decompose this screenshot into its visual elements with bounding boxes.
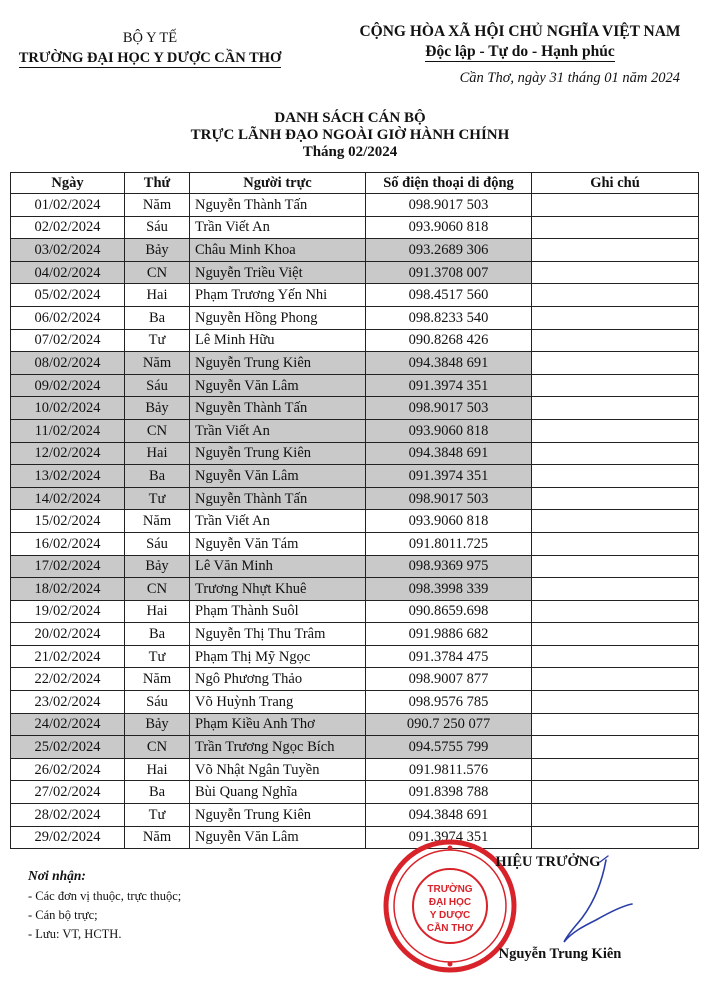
cell-weekday: Ba — [125, 465, 190, 488]
table-header-row — [11, 173, 699, 194]
cell-phone: 098.9007 877 — [366, 668, 532, 691]
cell-phone: 098.9017 503 — [366, 397, 532, 420]
table-row — [11, 804, 699, 827]
cell-weekday: Năm — [125, 194, 190, 217]
cell-weekday: CN — [125, 736, 190, 759]
cell-note — [532, 194, 699, 217]
cell-date: 01/02/2024 — [11, 194, 125, 217]
cell-weekday: Tư — [125, 804, 190, 827]
table-row — [11, 442, 699, 465]
cell-phone: 098.9017 503 — [366, 487, 532, 510]
cell-person: Phạm Thị Mỹ Ngọc — [190, 645, 366, 668]
cell-weekday: Bảy — [125, 239, 190, 262]
cell-date: 07/02/2024 — [11, 329, 125, 352]
cell-weekday: Ba — [125, 623, 190, 646]
cell-phone: 093.9060 818 — [366, 419, 532, 442]
cell-phone: 091.8011.725 — [366, 532, 532, 555]
cell-date: 13/02/2024 — [11, 465, 125, 488]
cell-phone: 091.8398 788 — [366, 781, 532, 804]
cell-date: 18/02/2024 — [11, 578, 125, 601]
table-row — [11, 397, 699, 420]
cell-person: Lê Minh Hữu — [190, 329, 366, 352]
cell-note — [532, 736, 699, 759]
table-row — [11, 623, 699, 646]
table-row — [11, 781, 699, 804]
table-row — [11, 284, 699, 307]
cell-weekday: Năm — [125, 826, 190, 849]
cell-note — [532, 691, 699, 714]
cell-date: 22/02/2024 — [11, 668, 125, 691]
cell-phone: 094.5755 799 — [366, 736, 532, 759]
cell-phone: 090.7 250 077 — [366, 713, 532, 736]
cell-date: 09/02/2024 — [11, 374, 125, 397]
cell-note — [532, 668, 699, 691]
cell-weekday: Tư — [125, 329, 190, 352]
cell-date: 12/02/2024 — [11, 442, 125, 465]
table-row — [11, 510, 699, 533]
cell-phone: 091.3974 351 — [366, 374, 532, 397]
cell-phone: 098.9017 503 — [366, 194, 532, 217]
table-row — [11, 419, 699, 442]
cell-person: Ngô Phương Thảo — [190, 668, 366, 691]
cell-note — [532, 374, 699, 397]
cell-phone: 098.4517 560 — [366, 284, 532, 307]
cell-person: Bùi Quang Nghĩa — [190, 781, 366, 804]
cell-person: Trần Viết An — [190, 419, 366, 442]
cell-person: Nguyễn Văn Lâm — [190, 826, 366, 849]
cell-note — [532, 804, 699, 827]
cell-weekday: Bảy — [125, 713, 190, 736]
table-body — [11, 194, 699, 849]
cell-phone: 098.3998 339 — [366, 578, 532, 601]
national-motto: Độc lập - Tự do - Hạnh phúc — [425, 43, 615, 60]
seal-text: CẦN THƠ — [426, 923, 474, 934]
cell-date: 14/02/2024 — [11, 487, 125, 510]
cell-note — [532, 306, 699, 329]
cell-weekday: Năm — [125, 510, 190, 533]
cell-note — [532, 442, 699, 465]
cell-note — [532, 216, 699, 239]
cell-note — [532, 781, 699, 804]
header-weekday: Thứ — [125, 173, 190, 194]
cell-phone: 091.3974 351 — [366, 826, 532, 849]
table-row — [11, 668, 699, 691]
cell-date: 19/02/2024 — [11, 600, 125, 623]
table-row — [11, 374, 699, 397]
university-name: TRƯỜNG ĐẠI HỌC Y DƯỢC CẦN THƠ — [18, 50, 282, 66]
cell-weekday: CN — [125, 419, 190, 442]
cell-note — [532, 239, 699, 262]
cell-weekday: Hai — [125, 442, 190, 465]
cell-note — [532, 419, 699, 442]
cell-weekday: Hai — [125, 758, 190, 781]
cell-date: 24/02/2024 — [11, 713, 125, 736]
cell-note — [532, 600, 699, 623]
issuer-block — [10, 28, 290, 68]
recipients-block — [28, 866, 288, 944]
cell-person: Nguyễn Văn Lâm — [190, 374, 366, 397]
cell-note — [532, 487, 699, 510]
country-name: CỘNG HÒA XÃ HỘI CHỦ NGHĨA VIỆT NAM — [359, 23, 681, 40]
table-row — [11, 306, 699, 329]
cell-weekday: Tư — [125, 487, 190, 510]
cell-phone: 091.9811.576 — [366, 758, 532, 781]
cell-phone: 093.9060 818 — [366, 216, 532, 239]
cell-date: 05/02/2024 — [11, 284, 125, 307]
national-header — [340, 22, 700, 62]
table-row — [11, 578, 699, 601]
signer-title: HIỆU TRƯỞNG — [495, 854, 601, 870]
table-row — [11, 691, 699, 714]
table-row — [11, 645, 699, 668]
cell-person: Nguyễn Thành Tấn — [190, 397, 366, 420]
cell-weekday: Hai — [125, 284, 190, 307]
cell-note — [532, 329, 699, 352]
cell-date: 16/02/2024 — [11, 532, 125, 555]
table-row — [11, 194, 699, 217]
cell-person: Nguyễn Trung Kiên — [190, 442, 366, 465]
signer-name: Nguyễn Trung Kiên — [498, 946, 622, 962]
cell-date: 02/02/2024 — [11, 216, 125, 239]
cell-phone: 094.3848 691 — [366, 352, 532, 375]
cell-date: 25/02/2024 — [11, 736, 125, 759]
cell-weekday: Bảy — [125, 555, 190, 578]
cell-person: Nguyễn Thành Tấn — [190, 487, 366, 510]
cell-person: Trần Trương Ngọc Bích — [190, 736, 366, 759]
seal-text: Y DƯỢC — [429, 910, 471, 921]
cell-date: 15/02/2024 — [11, 510, 125, 533]
header-phone: Số điện thoại di động — [366, 173, 532, 194]
cell-note — [532, 397, 699, 420]
recipient-item: - Cán bộ trực; — [28, 908, 98, 922]
cell-note — [532, 352, 699, 375]
cell-weekday: Bảy — [125, 397, 190, 420]
cell-date: 10/02/2024 — [11, 397, 125, 420]
cell-person: Võ Nhật Ngân Tuyền — [190, 758, 366, 781]
cell-date: 27/02/2024 — [11, 781, 125, 804]
cell-phone: 091.3974 351 — [366, 465, 532, 488]
cell-weekday: Sáu — [125, 374, 190, 397]
document-title — [150, 110, 550, 161]
cell-date: 03/02/2024 — [11, 239, 125, 262]
title-line-3: Tháng 02/2024 — [302, 144, 398, 160]
cell-person: Trương Nhựt Khuê — [190, 578, 366, 601]
cell-date: 26/02/2024 — [11, 758, 125, 781]
cell-phone: 098.8233 540 — [366, 306, 532, 329]
cell-person: Võ Huỳnh Trang — [190, 691, 366, 714]
cell-person: Nguyễn Triều Việt — [190, 261, 366, 284]
cell-person: Nguyễn Trung Kiên — [190, 352, 366, 375]
cell-date: 04/02/2024 — [11, 261, 125, 284]
table-row — [11, 826, 699, 849]
cell-person: Trần Viết An — [190, 510, 366, 533]
cell-person: Nguyễn Thành Tấn — [190, 194, 366, 217]
cell-note — [532, 555, 699, 578]
cell-phone: 094.3848 691 — [366, 442, 532, 465]
title-line-2: TRỰC LÃNH ĐẠO NGOÀI GIỜ HÀNH CHÍNH — [190, 127, 510, 143]
table-row — [11, 736, 699, 759]
cell-person: Lê Văn Minh — [190, 555, 366, 578]
cell-person: Phạm Trương Yến Nhi — [190, 284, 366, 307]
cell-date: 28/02/2024 — [11, 804, 125, 827]
cell-weekday: Ba — [125, 781, 190, 804]
cell-weekday: Sáu — [125, 532, 190, 555]
cell-note — [532, 532, 699, 555]
cell-note — [532, 826, 699, 849]
table-row — [11, 465, 699, 488]
cell-weekday: Hai — [125, 600, 190, 623]
cell-person: Phạm Kiều Anh Thơ — [190, 713, 366, 736]
cell-weekday: Sáu — [125, 216, 190, 239]
cell-phone: 093.2689 306 — [366, 239, 532, 262]
cell-note — [532, 758, 699, 781]
cell-person: Nguyễn Trung Kiên — [190, 804, 366, 827]
table-row — [11, 261, 699, 284]
cell-note — [532, 284, 699, 307]
table-row — [11, 352, 699, 375]
seal-text: TRƯỜNG — [427, 884, 473, 895]
cell-phone: 093.9060 818 — [366, 510, 532, 533]
cell-person: Phạm Thành Suôl — [190, 600, 366, 623]
cell-weekday: Sáu — [125, 691, 190, 714]
cell-weekday: Năm — [125, 352, 190, 375]
title-line-1: DANH SÁCH CÁN BỘ — [274, 110, 426, 126]
table-row — [11, 239, 699, 262]
cell-phone: 098.9369 975 — [366, 555, 532, 578]
table-row — [11, 487, 699, 510]
cell-note — [532, 645, 699, 668]
table-row — [11, 713, 699, 736]
table-row — [11, 329, 699, 352]
table-row — [11, 555, 699, 578]
table-row — [11, 600, 699, 623]
table-row — [11, 532, 699, 555]
cell-note — [532, 623, 699, 646]
table-row — [11, 216, 699, 239]
cell-person: Nguyễn Hồng Phong — [190, 306, 366, 329]
cell-person: Trần Viết An — [190, 216, 366, 239]
recipient-item: - Lưu: VT, HCTH. — [28, 927, 122, 941]
cell-phone: 098.9576 785 — [366, 691, 532, 714]
cell-weekday: CN — [125, 578, 190, 601]
cell-note — [532, 510, 699, 533]
cell-note — [532, 578, 699, 601]
cell-date: 29/02/2024 — [11, 826, 125, 849]
cell-person: Nguyễn Văn Tám — [190, 532, 366, 555]
cell-person: Nguyễn Thị Thu Trâm — [190, 623, 366, 646]
cell-date: 23/02/2024 — [11, 691, 125, 714]
ministry-name: BỘ Y TẾ — [122, 30, 178, 46]
cell-phone: 091.9886 682 — [366, 623, 532, 646]
cell-weekday: Năm — [125, 668, 190, 691]
cell-date: 17/02/2024 — [11, 555, 125, 578]
header-date: Ngày — [11, 173, 125, 194]
cell-phone: 091.3708 007 — [366, 261, 532, 284]
recipients-heading: Nơi nhận: — [28, 868, 86, 883]
cell-date: 20/02/2024 — [11, 623, 125, 646]
cell-person: Nguyễn Văn Lâm — [190, 465, 366, 488]
seal-text: ĐẠI HỌC — [428, 897, 472, 908]
header-person: Người trực — [190, 173, 366, 194]
cell-note — [532, 465, 699, 488]
cell-date: 11/02/2024 — [11, 419, 125, 442]
cell-note — [532, 713, 699, 736]
cell-phone: 090.8659.698 — [366, 600, 532, 623]
cell-note — [532, 261, 699, 284]
table-row — [11, 758, 699, 781]
duty-roster-table — [10, 172, 699, 849]
cell-person: Châu Minh Khoa — [190, 239, 366, 262]
cell-weekday: CN — [125, 261, 190, 284]
cell-weekday: Ba — [125, 306, 190, 329]
cell-phone: 094.3848 691 — [366, 804, 532, 827]
recipient-item: - Các đơn vị thuộc, trực thuộc; — [28, 889, 182, 903]
place-date: Cần Thơ, ngày 31 tháng 01 năm 2024 — [459, 70, 680, 86]
header-note: Ghi chú — [532, 173, 699, 194]
cell-weekday: Tư — [125, 645, 190, 668]
cell-date: 06/02/2024 — [11, 306, 125, 329]
cell-date: 21/02/2024 — [11, 645, 125, 668]
cell-phone: 091.3784 475 — [366, 645, 532, 668]
cell-date: 08/02/2024 — [11, 352, 125, 375]
cell-phone: 090.8268 426 — [366, 329, 532, 352]
